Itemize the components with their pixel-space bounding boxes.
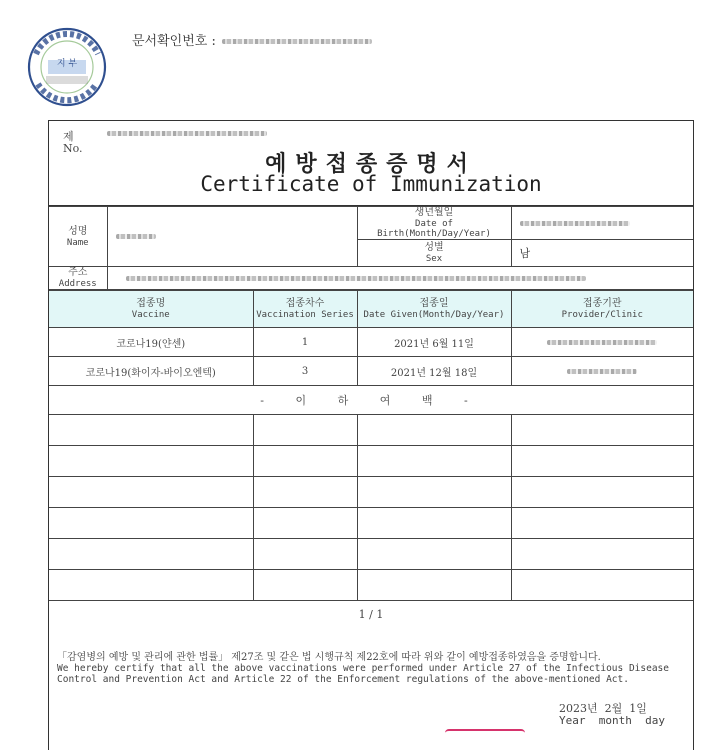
date-cell: 2021년 12월 18일 bbox=[357, 357, 511, 386]
column-provider: 접종기관 Provider/Clinic bbox=[511, 291, 693, 328]
page-indicator: 1 / 1 bbox=[49, 601, 693, 630]
empty-row bbox=[49, 570, 693, 601]
sex-label-en: Sex bbox=[425, 254, 443, 264]
seal-text: 지 부 bbox=[56, 59, 78, 69]
dob-label-en: Date of Birth(Month/Day/Year) bbox=[377, 219, 491, 239]
vaccination-table-header bbox=[49, 291, 693, 328]
address-label-ko: 주소 bbox=[68, 267, 88, 278]
address-label-en: Address bbox=[58, 279, 97, 289]
empty-row bbox=[49, 508, 693, 539]
provider-cell bbox=[511, 357, 693, 386]
redacted-provider bbox=[547, 340, 657, 345]
name-label-ko: 성명 bbox=[68, 225, 88, 237]
table-row bbox=[49, 328, 693, 357]
empty-row bbox=[49, 477, 693, 508]
provider-cell bbox=[511, 328, 693, 357]
issue-date-ko: 2023년 2월 1일 bbox=[559, 702, 647, 715]
redacted-document-number bbox=[222, 39, 372, 44]
issue-date bbox=[559, 703, 665, 727]
vaccine-cell: 코로나19(화이자-바이오엔텍) bbox=[49, 357, 253, 386]
legal-statement-en: We hereby certify that all the above vaccinations were performed under Article 27 of the Infectious Disease Control and Prevention Act and Article 22 of the Enforcement regulations of the above-mentioned Act. bbox=[57, 663, 669, 685]
official-seal bbox=[24, 24, 110, 110]
official-stamp bbox=[445, 729, 525, 739]
certificate-no-label-en: No. bbox=[63, 142, 83, 155]
certificate-title-ko: 예방접종증명서 bbox=[265, 151, 477, 177]
blank-below-notice: - 이 하 여 백 - bbox=[49, 386, 693, 415]
legal-statement-ko: 「감염병의 예방 및 관리에 관한 법률」 제27조 및 같은 법 시행규칙 제22호에 따라 위와 같이 예방접종하였음을 증명합니다. bbox=[57, 652, 601, 663]
series-cell: 1 bbox=[253, 328, 357, 357]
redacted-provider bbox=[567, 369, 637, 374]
redacted-date-of-birth bbox=[520, 221, 630, 226]
document-number bbox=[132, 30, 372, 49]
certificate-title-en: Certificate of Immunization bbox=[200, 172, 542, 196]
personal-info-table bbox=[49, 206, 693, 290]
column-date-given: 접종일 Date Given(Month/Day/Year) bbox=[357, 291, 511, 328]
sex-value: 남 bbox=[511, 240, 693, 267]
table-row bbox=[49, 357, 693, 386]
vaccination-table bbox=[49, 290, 693, 629]
redacted-name bbox=[116, 234, 156, 239]
redacted-certificate-number bbox=[107, 131, 267, 136]
issue-date-en: Year month day bbox=[559, 714, 665, 727]
certificate-no-label-ko: 제 bbox=[63, 130, 74, 143]
series-cell: 3 bbox=[253, 357, 357, 386]
vaccine-cell: 코로나19(얀센) bbox=[49, 328, 253, 357]
empty-row bbox=[49, 446, 693, 477]
empty-row bbox=[49, 539, 693, 570]
empty-row bbox=[49, 415, 693, 446]
certificate-form bbox=[48, 120, 694, 750]
date-cell: 2021년 6월 11일 bbox=[357, 328, 511, 357]
certificate-header bbox=[49, 121, 693, 206]
legal-statement bbox=[57, 652, 685, 685]
column-vaccine: 접종명 Vaccine bbox=[49, 291, 253, 328]
dob-label-ko: 생년월일 bbox=[414, 207, 454, 218]
sex-label-ko: 성별 bbox=[424, 242, 444, 253]
redacted-address bbox=[126, 276, 586, 281]
document-number-label: 문서확인번호 : bbox=[132, 34, 216, 49]
column-series: 접종차수 Vaccination Series bbox=[253, 291, 357, 328]
name-label-en: Name bbox=[66, 237, 89, 248]
